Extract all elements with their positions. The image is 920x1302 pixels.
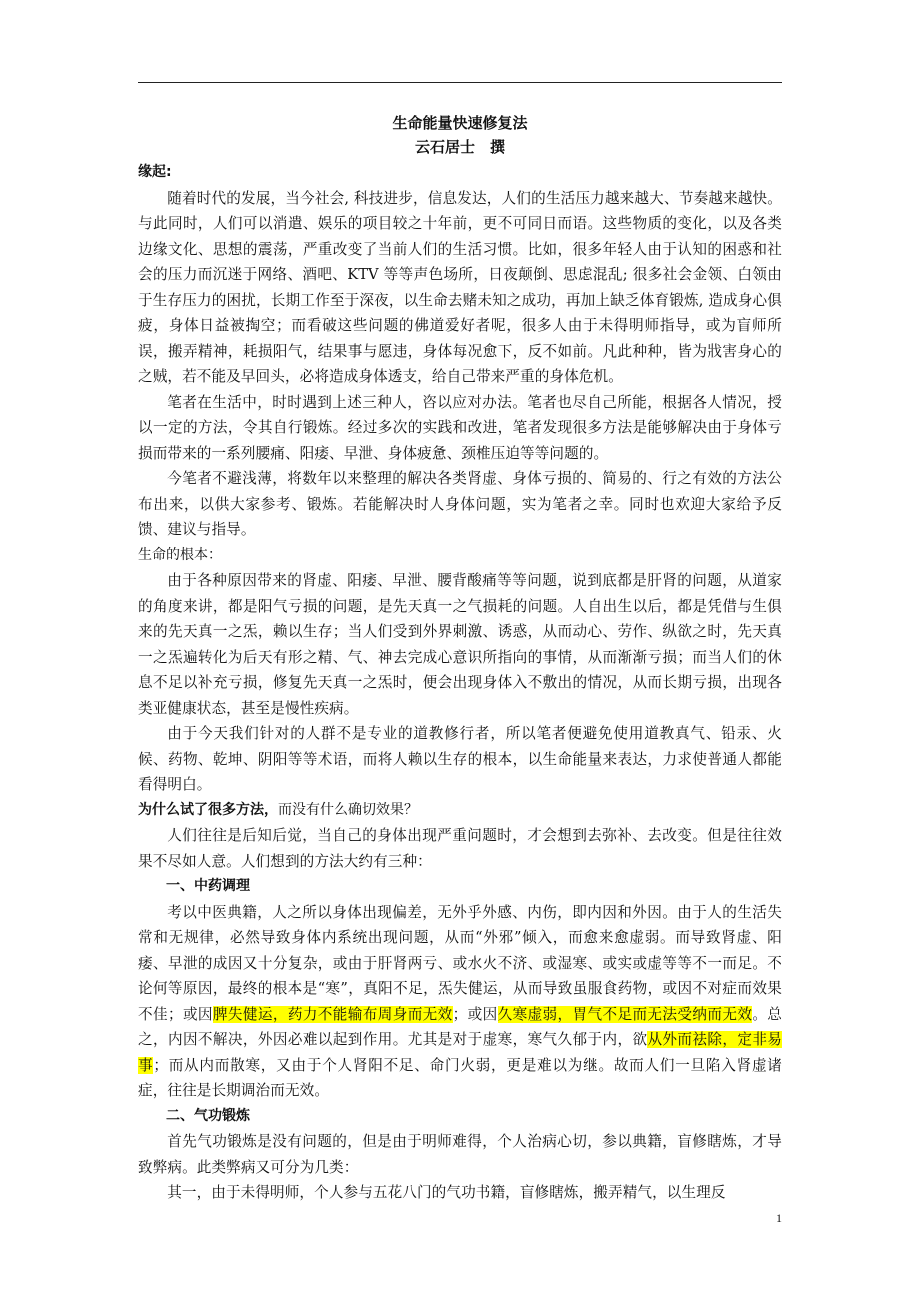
section-1-text-a: 考以中医典籍，人之所以身体出现偏差，无外乎外感、内伤，即内因和外因。由于人的生活失常和无规律，必然导致身体内系统出现问题，从而“外邪”倾入，而愈来愈虚弱。而导致肾虚、阳痿、早泄的成因又十分复杂，或由于肝肾两亏、或水火不济、或湿寒、或实或虚等等不一而足。不论何等原因，最终的根本是“寒”，真阳不足，炁失健运，从而导致虽服食药物，或因不对症而效果不佳；或因 (138, 903, 782, 1023)
origin-heading: 缘起: (138, 164, 172, 180)
why-heading (138, 798, 782, 824)
why-heading-bold: 为什么试了很多方法， (138, 801, 278, 818)
root-paragraph-2: 由于今天我们针对的人群不是专业的道教修行者，所以笔者便避免使用道教真气、铅汞、火候、药物、乾坤、阴阳等等术语，而将人赖以生存的根本，以生命能量来表达，力求使普通人都能看得明白。 (138, 725, 782, 793)
section-2-heading: 二、气功锻炼 (166, 1107, 250, 1124)
origin-paragraph-1: 随着时代的发展，当今社会, 科技进步，信息发达，人们的生活压力越来越大、节奏越来越快。与此同时，人们可以消遣、娱乐的项目较之十年前，更不可同日而语。这些物质的变化，以及各类边缘文化、思想的震荡，严重改变了当前人们的生活习惯。比如，很多年轻人由于认知的困惑和社会的压力而沉迷于网络、酒吧、KTV 等等声色场所，日夜颠倒、思虑混乱; 很多社会金领、白领由于生存压力的困扰，长期工作至于深夜，以生命去赌未知之成功，再加上缺乏体育锻炼, 造成身心俱疲，身体日益被掏空；而看破这些问题的佛道爱好者呢，很多人由于未得明师指导，或为盲师所误，搬弄精神，耗损阳气，结果事与愿违，身体每况愈下，反不如前。凡此种种，皆为戕害身心的之贼，若不能及早回头，必将造成身体透支，给自己带来严重的身体危机。 (138, 189, 782, 385)
document-page (138, 112, 782, 1206)
section-1-text-c: 。总之，内因不解决，外因必难以起到作用。尤其是对于虚寒，寒气久郁于内，欲 (138, 1005, 782, 1048)
root-heading: 生命的根本： (138, 546, 222, 563)
document-author: 云石居士 撰 (414, 138, 505, 156)
page-number: 1 (776, 1211, 782, 1225)
section-1-heading: 一、中药调理 (166, 878, 250, 894)
why-heading-rest: 而没有什么确切效果？ (278, 801, 418, 818)
section-2-paragraph-2: 其一，由于未得明师，个人参与五花八门的气功书籍，盲修瞎炼，搬弄精气，以生理反 (167, 1184, 726, 1201)
section-2-paragraph-1: 首先气功锻炼是没有问题的，但是由于明师难得，个人治病心切，参以典籍，盲修瞎炼，才导致弊病。此类弊病又可分为几类： (138, 1133, 782, 1176)
highlight-3: 从外而祛除，定非易事 (138, 1031, 782, 1074)
why-paragraph: 人们往往是后知后觉，当自己的身体出现严重问题时，才会想到去弥补、去改变。但是往往效果不尽如人意。人们想到的方法大约有三种： (138, 827, 782, 870)
root-paragraph-1: 由于各种原因带来的肾虚、阳痿、早泄、腰背酸痛等等问题，说到底都是肝肾的问题，从道家的角度来讲，都是阳气亏损的问题，是先天真一之气损耗的问题。人自出生以后，都是凭借与生俱来的先天真一之炁，赖以生存；当人们受到外界刺激、诱惑，从而动心、劳作、纵欲之时，先天真一之炁遍转化为后天有形之精、气、神去完成心意识所指向的事情，从而渐渐亏损；而当人们的休息不足以补充亏损，修复先天真一之炁时，便会出现身体入不敷出的情况，从而长期亏损，出现各类亚健康状态，甚至是慢性疾病。 (138, 572, 782, 717)
document-title: 生命能量快速修复法 (392, 114, 528, 132)
header-rule (138, 82, 782, 83)
origin-paragraph-2: 笔者在生活中，时时遇到上述三种人，咨以应对办法。笔者也尽自己所能，根据各人情况，授以一定的方法，令其自行锻炼。经过多次的实践和改进，笔者发现很多方法是能够解决由于身体亏损而带来的一系列腰痛、阳痿、早泄、身体疲惫、颈椎压迫等等问题的。 (138, 393, 782, 462)
highlight-2: 久寒虚弱，胃气不足而无法受纳而无效 (497, 1005, 753, 1023)
origin-paragraph-3: 今笔者不避浅薄，将数年以来整理的解决各类肾虚、身体亏损的、简易的、行之有效的方法公布出来，以供大家参考、锻炼。若能解决时人身体问题，实为笔者之幸。同时也欢迎大家给予反馈、建议与指导。 (138, 470, 782, 538)
section-1-text-d: ；而从内而散寒，又由于个人肾阳不足、命门火弱，更是难以为继。故而人们一旦陷入肾虚诸症，往往是长期调治而无效。 (138, 1056, 782, 1099)
highlight-1: 脾失健运，药力不能输布周身而无效 (212, 1005, 453, 1023)
section-1-paragraph (138, 900, 782, 1104)
section-1-text-b: ；或因 (452, 1005, 498, 1023)
